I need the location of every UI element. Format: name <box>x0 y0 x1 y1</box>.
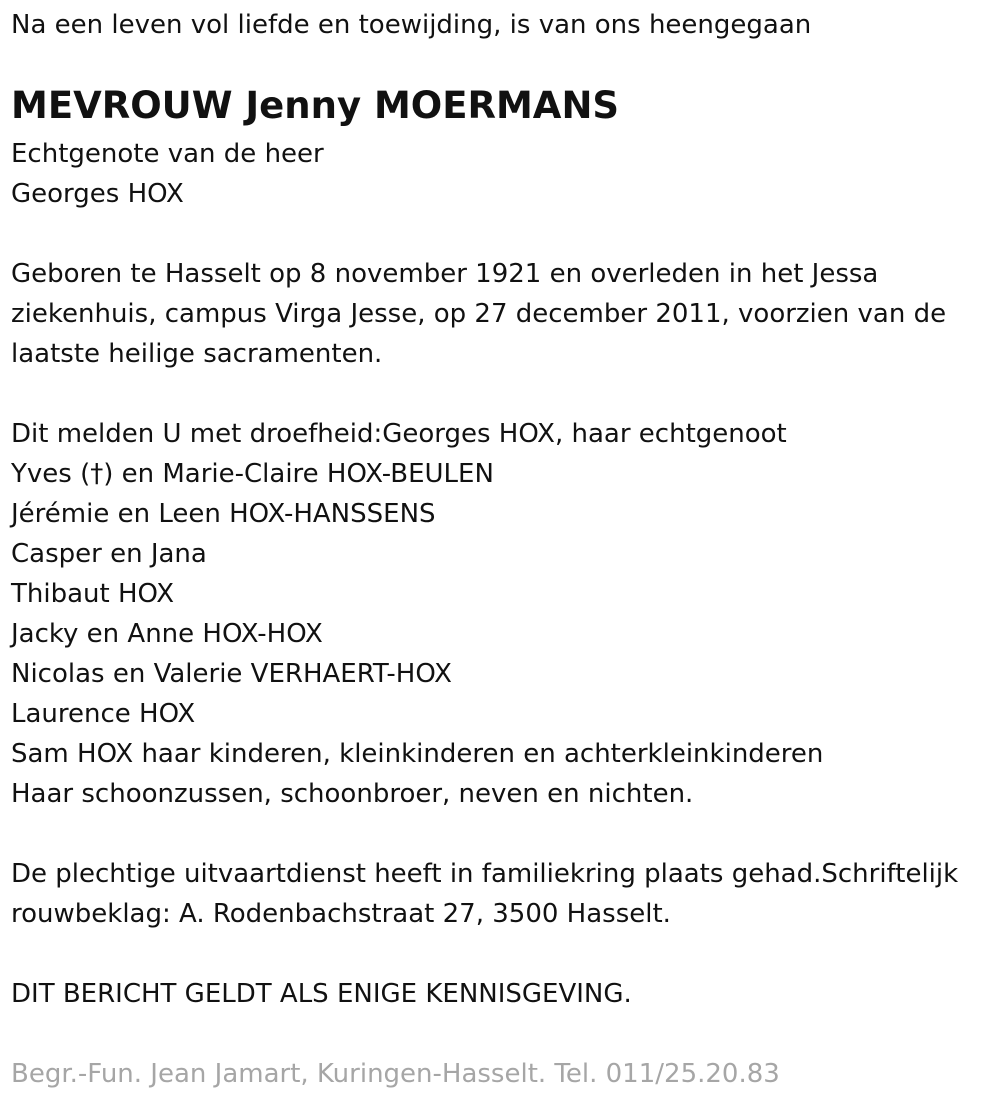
announcement-line: Laurence HOX <box>11 699 196 729</box>
birth-death-line: laatste heilige sacramenten. <box>11 339 383 369</box>
announcement-line: Haar schoonzussen, schoonbroer, neven en nichten. <box>11 779 694 809</box>
birth-death-block <box>11 254 946 374</box>
spouse-line: Echtgenote van de heer <box>11 139 324 169</box>
birth-death-line: ziekenhuis, campus Virga Jesse, op 27 december 2011, voorzien van de <box>11 299 947 329</box>
deceased-name: MEVROUW Jenny MOERMANS <box>11 84 620 127</box>
service-line: rouwbeklag: A. Rodenbachstraat 27, 3500 Hasselt. <box>11 899 671 929</box>
announcement-line: Jacky en Anne HOX-HOX <box>11 619 323 649</box>
announcement-line: Nicolas en Valerie VERHAERT-HOX <box>11 659 452 689</box>
service-line: De plechtige uitvaartdienst heeft in familiekring plaats gehad.Schriftelijk <box>11 859 959 889</box>
spouse-block <box>11 134 324 214</box>
announcement-line: Sam HOX haar kinderen, kleinkinderen en achterkleinkinderen <box>11 739 824 769</box>
funeral-home-footer: Begr.-Fun. Jean Jamart, Kuringen-Hasselt. Tel. 011/25.20.83 <box>11 1059 780 1089</box>
spouse-line: Georges HOX <box>11 179 184 209</box>
service-block <box>11 854 958 934</box>
birth-death-line: Geboren te Hasselt op 8 november 1921 en overleden in het Jessa <box>11 259 879 289</box>
announcement-line: Thibaut HOX <box>11 579 175 609</box>
announcement-line: Yves (†) en Marie-Claire HOX-BEULEN <box>11 459 494 489</box>
announcement-line: Dit melden U met droefheid:Georges HOX, haar echtgenoot <box>11 419 787 449</box>
announcement-line: Casper en Jana <box>11 539 207 569</box>
intro-text: Na een leven vol liefde en toewijding, is van ons heengegaan <box>11 10 812 40</box>
notice-text: DIT BERICHT GELDT ALS ENIGE KENNISGEVING. <box>11 979 632 1009</box>
announcement-block <box>11 414 823 814</box>
announcement-line: Jérémie en Leen HOX-HANSSENS <box>11 499 436 529</box>
